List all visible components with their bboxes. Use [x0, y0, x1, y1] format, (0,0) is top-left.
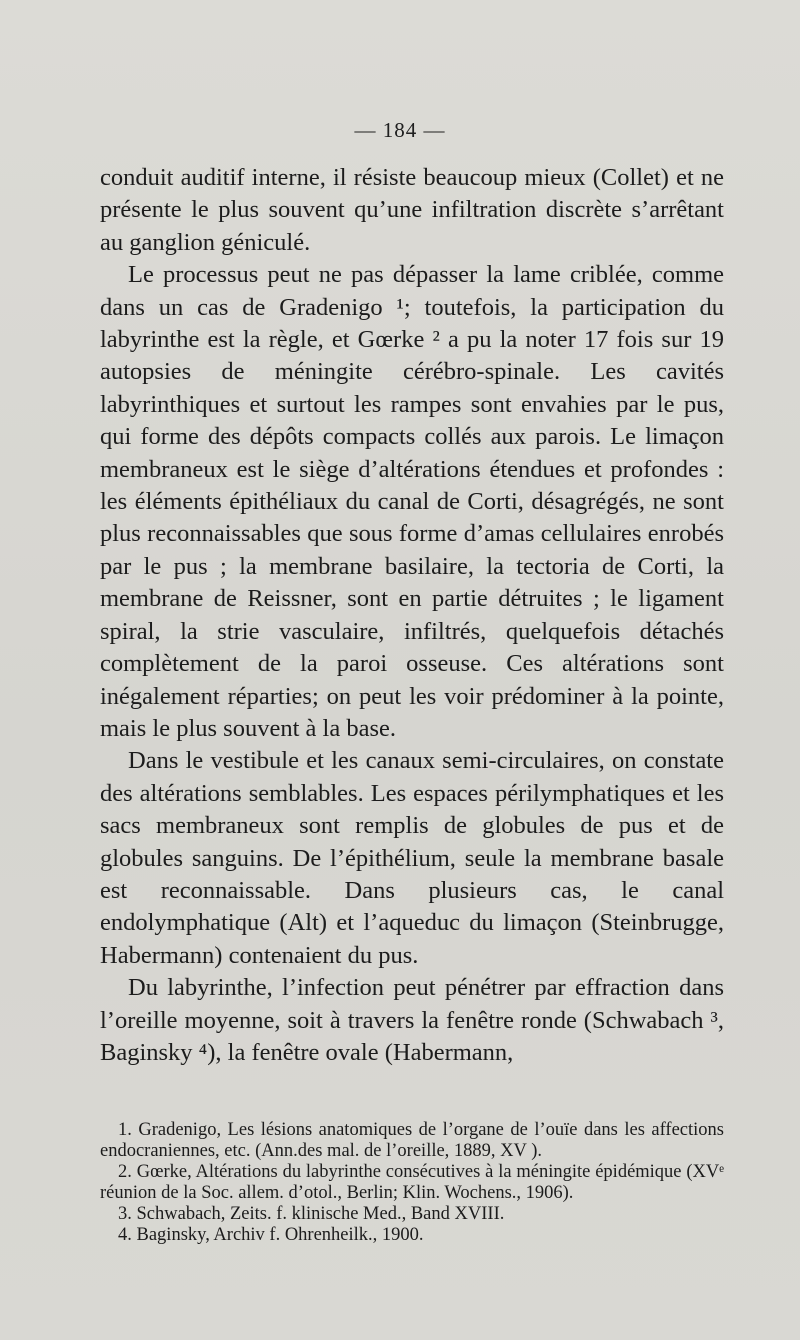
footnote: 4. Baginsky, Archiv f. Ohrenheilk., 1900.: [118, 1225, 424, 1245]
footnote: 1. Gradenigo, Les lésions anatomiques de l’organe de l’ouïe dans les affections endocraniennes, etc. (Ann.des mal. de l’oreille, 1889, XV ).: [100, 1120, 724, 1161]
paragraph-continued: conduit auditif interne, il résiste beaucoup mieux (Collet) et ne présente le plus souvent qu’une infiltration discrète s’arrêtant au ganglion géniculé.: [100, 164, 724, 256]
body-text: [100, 162, 724, 1069]
paragraph: Dans le vestibule et les canaux semi-circulaires, on constate des altérations semblables. Les espaces périlymphatiques et les sacs membraneux sont remplis de globules de pus et de globules sanguins. De l’épithélium, seule la membrane basale est reconnaissable. Dans plusieurs cas, le canal endolymphatique (Alt) et l’aqueduc du limaçon (Steinbrugge, Habermann) contenaient du pus.: [100, 747, 724, 969]
page-number: — 184 —: [354, 118, 446, 142]
paragraph: Du labyrinthe, l’infection peut pénétrer par effraction dans l’oreille moyenne, soit à travers la fenêtre ronde (Schwabach ³, Baginsky ⁴), la fenêtre ovale (Habermann,: [100, 974, 724, 1066]
footnotes: [100, 1120, 724, 1246]
footnote: 3. Schwabach, Zeits. f. klinische Med., Band XVIII.: [118, 1204, 505, 1224]
footnote: 2. Gœrke, Altérations du labyrinthe consécutives à la méningite épidémique (XVᵉ réunion de la Soc. allem. d’otol., Berlin; Klin. Wochens., 1906).: [100, 1162, 724, 1203]
paragraph: Le processus peut ne pas dépasser la lame criblée, comme dans un cas de Gradenigo ¹; toutefois, la participation du labyrinthe est la règle, et Gœrke ² a pu la noter 17 fois sur 19 autopsies de méningite cérébro-spinale. Les cavités labyrinthiques et surtout les rampes sont envahies par le pus, qui forme des dépôts compacts collés aux parois. Le limaçon membraneux est le siège d’altérations étendues et profondes : les éléments épithéliaux du canal de Corti, désagrégés, ne sont plus reconnaissables que sous forme d’amas cellulaires enrobés par le pus ; la membrane basilaire, la tectoria de Corti, la membrane de Reissner, sont en partie détruites ; le ligament spiral, la strie vasculaire, infiltrés, quelquefois détachés complètement de la paroi osseuse. Ces altérations sont inégalement réparties; on peut les voir prédominer à la pointe, mais le plus souvent à la base.: [100, 261, 724, 742]
